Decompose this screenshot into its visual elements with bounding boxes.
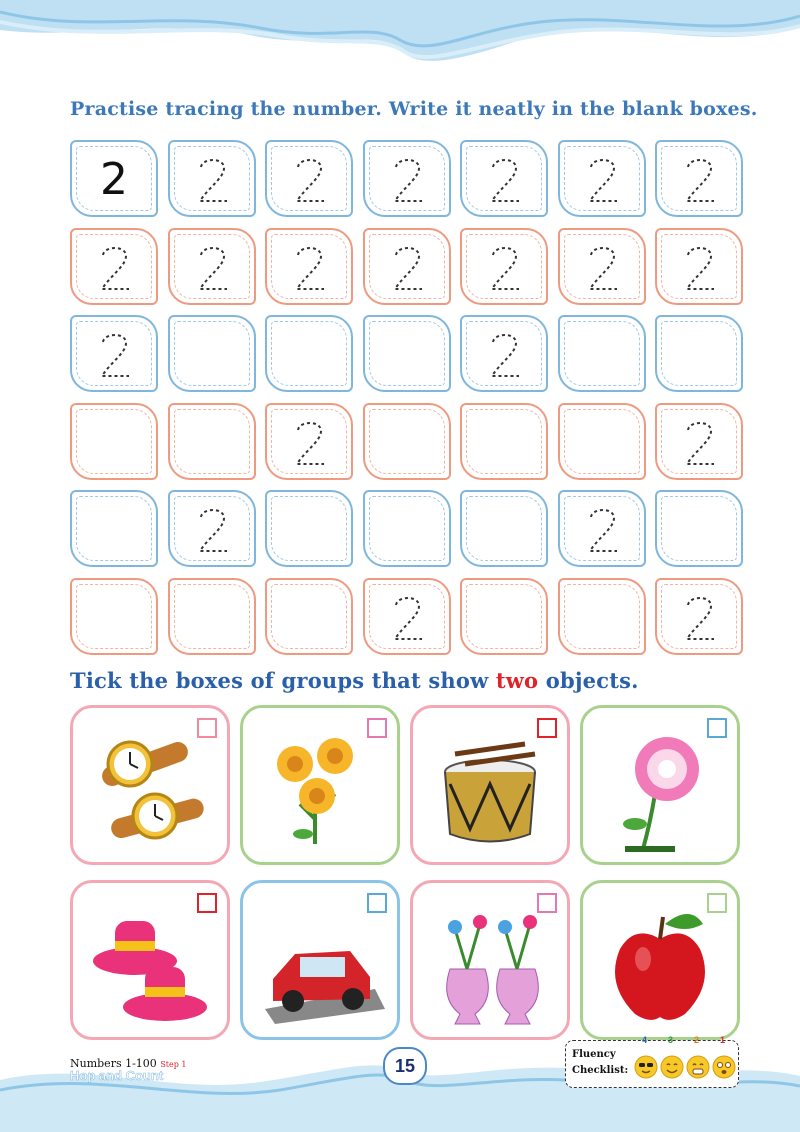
tick-instruction-end: objects. (538, 668, 639, 693)
tracing-box-trace[interactable] (168, 228, 256, 305)
tracing-box-trace[interactable] (558, 140, 646, 217)
object-card (580, 880, 740, 1040)
dotted-two-icon (488, 243, 522, 293)
tick-checkbox[interactable] (707, 893, 727, 913)
dotted-two-icon (196, 155, 230, 205)
tracing-box-blank[interactable] (265, 315, 353, 392)
tick-checkbox[interactable] (537, 718, 557, 738)
dizzy-face-icon[interactable] (712, 1055, 736, 1079)
tick-instruction-highlight: two (495, 668, 539, 693)
tracing-box-blank[interactable] (363, 403, 451, 480)
object-cards (70, 705, 740, 1025)
tracing-box-blank[interactable] (70, 578, 158, 655)
tracing-box-trace[interactable] (168, 140, 256, 217)
tracing-box-trace[interactable] (363, 140, 451, 217)
tracing-box-trace[interactable] (265, 403, 353, 480)
tracing-box-trace[interactable] (655, 403, 743, 480)
tick-checkbox[interactable] (367, 893, 387, 913)
grinning-face-icon[interactable] (686, 1055, 710, 1079)
fluency-score-1: 1 (720, 1035, 726, 1045)
dotted-two-icon (683, 593, 717, 643)
dotted-two-icon (196, 505, 230, 555)
tracing-box-trace[interactable] (70, 228, 158, 305)
tracing-box-trace[interactable] (655, 140, 743, 217)
series-name: Hop and Count (70, 1068, 164, 1083)
dotted-two-icon (683, 418, 717, 468)
dotted-two-icon (98, 243, 132, 293)
tracing-box-blank[interactable] (363, 490, 451, 567)
dotted-two-icon (586, 155, 620, 205)
dotted-two-icon (293, 243, 327, 293)
tick-instruction-start: Tick the boxes of groups that show (70, 668, 496, 693)
object-card (240, 705, 400, 865)
fluency-score-2: 2 (694, 1035, 700, 1045)
fluency-label (572, 1047, 628, 1079)
dotted-two-icon (586, 243, 620, 293)
object-card (410, 880, 570, 1040)
tracing-box-blank[interactable] (558, 315, 646, 392)
tracing-box-blank[interactable] (558, 403, 646, 480)
tracing-box-blank[interactable] (558, 578, 646, 655)
dotted-two-icon (98, 330, 132, 380)
dotted-two-icon (391, 593, 425, 643)
tracing-box-trace[interactable] (363, 228, 451, 305)
apple-icon (595, 899, 725, 1029)
tracing-box-trace[interactable] (363, 578, 451, 655)
red-car-icon (255, 899, 385, 1029)
dotted-two-icon (196, 243, 230, 293)
tracing-box-blank[interactable] (265, 578, 353, 655)
tick-checkbox[interactable] (367, 718, 387, 738)
object-card (70, 880, 230, 1040)
dotted-two-icon (488, 155, 522, 205)
dotted-two-icon (293, 418, 327, 468)
tracing-box-blank[interactable] (70, 403, 158, 480)
tick-checkbox[interactable] (537, 893, 557, 913)
book-title-text: Numbers 1-100 (70, 1057, 157, 1070)
smiling-face-icon[interactable] (660, 1055, 684, 1079)
tracing-box-blank[interactable] (168, 578, 256, 655)
tracing-box-solid[interactable] (70, 140, 158, 217)
tick-instruction (70, 668, 639, 693)
fluency-checklist (565, 1035, 739, 1088)
dotted-two-icon (391, 243, 425, 293)
tracing-box-blank[interactable] (265, 490, 353, 567)
dotted-two-icon (293, 155, 327, 205)
tracing-box-trace[interactable] (460, 140, 548, 217)
tracing-box-blank[interactable] (655, 315, 743, 392)
fluency-line-2: Checklist: (572, 1065, 629, 1076)
model-number: 2 (100, 154, 128, 205)
object-card (240, 880, 400, 1040)
pink-flower-icon (595, 724, 725, 854)
sunflowers-icon (255, 724, 385, 854)
tracing-box-blank[interactable] (70, 490, 158, 567)
tracing-box-blank[interactable] (460, 578, 548, 655)
tracing-box-trace[interactable] (70, 315, 158, 392)
flower-vases-icon (425, 899, 555, 1029)
step-label: Step 1 (160, 1060, 187, 1069)
tracing-box-blank[interactable] (460, 490, 548, 567)
page-number: 15 (383, 1047, 427, 1085)
tick-checkbox[interactable] (197, 893, 217, 913)
tracing-box-blank[interactable] (363, 315, 451, 392)
tracing-box-trace[interactable] (655, 578, 743, 655)
fluency-score-4: 4 (642, 1035, 648, 1045)
dotted-two-icon (683, 243, 717, 293)
tracing-box-trace[interactable] (265, 140, 353, 217)
top-wave-decoration (0, 0, 800, 80)
tracing-box-trace[interactable] (168, 490, 256, 567)
drum-icon (425, 724, 555, 854)
tick-checkbox[interactable] (197, 718, 217, 738)
tracing-instruction: Practise tracing the number. Write it neatly in the blank boxes. (70, 98, 758, 120)
tracing-box-trace[interactable] (655, 228, 743, 305)
dotted-two-icon (488, 330, 522, 380)
tick-checkbox[interactable] (707, 718, 727, 738)
fluency-score-3: 3 (668, 1035, 674, 1045)
dotted-two-icon (683, 155, 717, 205)
tracing-grid (70, 140, 740, 655)
object-card (70, 705, 230, 865)
fluency-line-1: Fluency (572, 1049, 616, 1060)
tracing-box-blank[interactable] (168, 315, 256, 392)
dotted-two-icon (586, 505, 620, 555)
object-card (410, 705, 570, 865)
tracing-box-trace[interactable] (265, 228, 353, 305)
object-card (580, 705, 740, 865)
tracing-box-blank[interactable] (460, 403, 548, 480)
tracing-box-trace[interactable] (558, 228, 646, 305)
tracing-box-blank[interactable] (655, 490, 743, 567)
tracing-box-trace[interactable] (460, 315, 548, 392)
tracing-box-blank[interactable] (168, 403, 256, 480)
wristwatches-icon (85, 724, 215, 854)
pink-hats-icon (85, 899, 215, 1029)
dotted-two-icon (391, 155, 425, 205)
tracing-box-trace[interactable] (558, 490, 646, 567)
cool-face-icon[interactable] (634, 1055, 658, 1079)
tracing-box-trace[interactable] (460, 228, 548, 305)
